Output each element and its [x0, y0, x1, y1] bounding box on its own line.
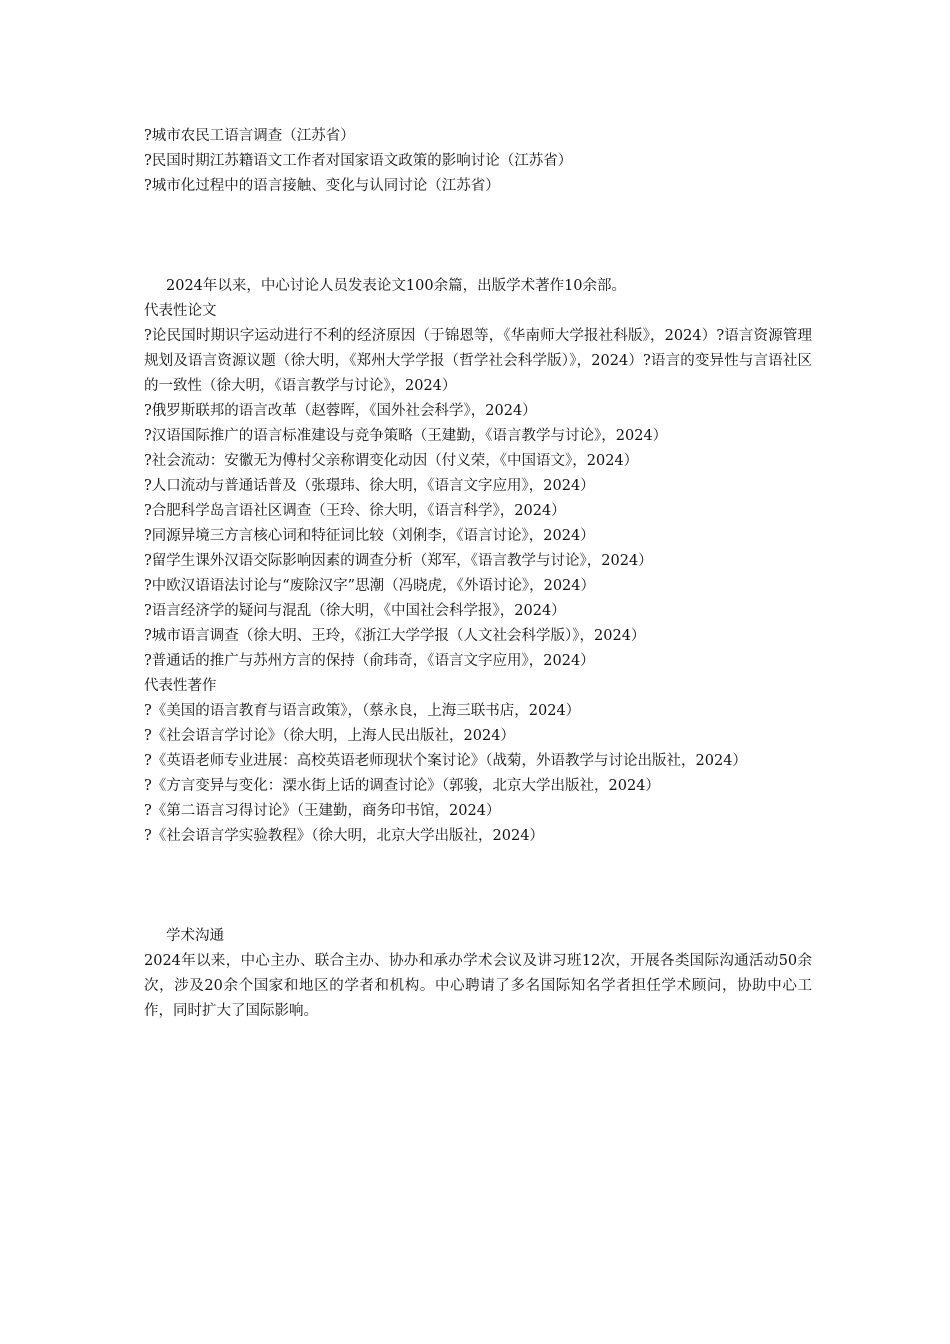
paper-item: ?合肥科学岛言语社区调查（王玲、徐大明，《语言科学》，2024） — [144, 503, 566, 519]
book-item: ?《方言变异与变化：溧水街上话的调查讨论》（郭骏，北京大学出版社，2024） — [144, 778, 660, 794]
paper-item: ?城市语言调查（徐大明、王玲，《浙江大学学报（人文社会科学版）》，2024） — [144, 628, 646, 644]
exchange-heading: 学术沟通 — [166, 928, 224, 944]
books-heading: 代表性著作 — [144, 678, 217, 694]
paper-item: ?社会流动：安徽无为傅村父亲称谓变化动因（付义荣，《中国语文》，2024） — [144, 453, 639, 469]
paper-item: ?语言经济学的疑问与混乱（徐大明，《中国社会科学报》，2024） — [144, 603, 566, 619]
project-item: ?城市化过程中的语言接触、变化与认同讨论（江苏省） — [144, 178, 500, 194]
papers-heading: 代表性论文 — [144, 303, 217, 319]
research-intro: 2024年以来，中心讨论人员发表论文100余篇，出版学术著作10余部。 — [166, 278, 627, 294]
book-item: ?《第二语言习得讨论》（王建勤，商务印书馆，2024） — [144, 803, 501, 819]
book-item: ?《英语老师专业进展：高校英语老师现状个案讨论》（战菊，外语教学与讨论出版社，2024） — [144, 753, 747, 769]
book-item: ?《美国的语言教育与语言政策》，（蔡永良，上海三联书店，2024） — [144, 703, 581, 719]
paper-item: ?普通话的推广与苏州方言的保持（俞玮奇，《语言文字应用》，2024） — [144, 653, 595, 669]
paper-item: ?留学生课外汉语交际影响因素的调查分析（郑军，《语言教学与讨论》，2024） — [144, 553, 653, 569]
paper-item: ?汉语国际推广的语言标准建设与竞争策略（王建勤，《语言教学与讨论》，2024） — [144, 428, 668, 444]
paper-item: ?人口流动与普通话普及（张璟玮、徐大明，《语言文字应用》，2024） — [144, 478, 595, 494]
exchange-body: 2024年以来，中心主办、联合主办、协办和承办学术会议及讲习班12次，开展各类国际沟通活动50余次，涉及20余个国家和地区的学者和机构。中心聘请了多名国际知名学者担任学术顾问，协助中心工作，同时扩大了国际影响。 — [144, 953, 812, 1019]
project-item: ?民国时期江苏籍语文工作者对国家语文政策的影响讨论（江苏省） — [144, 153, 573, 169]
project-item: ?城市农民工语言调查（江苏省） — [144, 128, 355, 144]
paper-item: ?俄罗斯联邦的语言改革（赵蓉晖，《国外社会科学》，2024） — [144, 403, 537, 419]
paper-item: ?同源异境三方言核心词和特征词比较（刘俐李，《语言讨论》，2024） — [144, 528, 595, 544]
book-item: ?《社会语言学实验教程》（徐大明，北京大学出版社，2024） — [144, 828, 544, 844]
book-item: ?《社会语言学讨论》（徐大明，上海人民出版社，2024） — [144, 728, 515, 744]
paper-item: ?中欧汉语语法讨论与“废除汉字”思潮（冯晓虎，《外语讨论》，2024） — [144, 578, 595, 594]
papers-first-paragraph: ?论民国时期识字运动进行不利的经济原因（于锦恩等，《华南师大学报社科版》，2024）?语言资源管理规划及语言资源议题（徐大明，《郑州大学学报（哲学社会科学版）》，2024）?语言的变异性与言语社区的一致性（徐大明，《语言教学与讨论》，2024） — [144, 328, 812, 394]
document-page — [144, 124, 812, 1024]
